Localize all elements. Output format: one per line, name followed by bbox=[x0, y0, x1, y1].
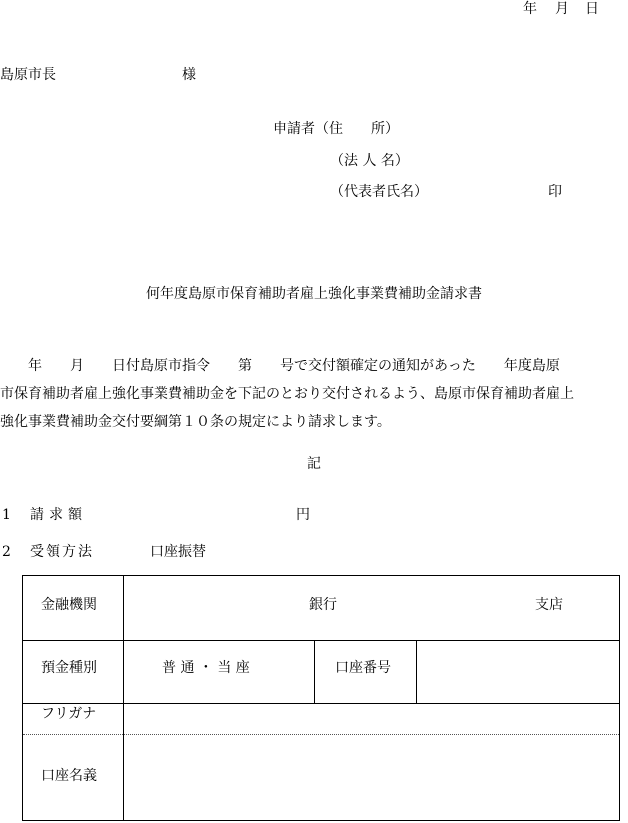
amount-label: 請求額 bbox=[30, 507, 87, 523]
table-column-divider bbox=[416, 640, 417, 703]
body-paragraph bbox=[0, 352, 628, 436]
account-name-label: 口座名義 bbox=[41, 768, 97, 784]
amount-unit: 円 bbox=[296, 507, 310, 523]
date-month: 月 bbox=[555, 1, 569, 17]
method-label: 受領方法 bbox=[30, 544, 94, 560]
applicant-corporation-label: （法 人 名） bbox=[330, 153, 409, 169]
table-row-divider bbox=[23, 703, 619, 704]
furigana-label: フリガナ bbox=[41, 706, 97, 722]
body-line-3: 強化事業費補助金交付要綱第１０条の規定により請求します。 bbox=[0, 414, 391, 430]
bank-account-table bbox=[22, 575, 620, 821]
applicant-address-label: 申請者（住 所） bbox=[273, 121, 399, 137]
deposit-type-options: 普 通 ・ 当 座 bbox=[162, 660, 250, 676]
table-dotted-divider bbox=[23, 734, 619, 735]
date-line bbox=[523, 2, 599, 16]
date-day: 日 bbox=[585, 1, 599, 17]
body-line-2: 市保育補助者雇上強化事業費補助金を下記のとおり交付されるよう、島原市保育補助者雇上 bbox=[0, 386, 574, 402]
seal-mark: 印 bbox=[548, 184, 562, 200]
bank-suffix: 銀行 bbox=[309, 597, 337, 613]
account-number-label: 口座番号 bbox=[335, 660, 391, 676]
applicant-representative-label: （代表者氏名） bbox=[330, 184, 428, 200]
table-column-divider bbox=[314, 640, 315, 703]
method-value: 口座振替 bbox=[150, 544, 206, 560]
addressee bbox=[0, 68, 196, 82]
bank-label: 金融機関 bbox=[41, 597, 97, 613]
addressee-honorific: 様 bbox=[182, 67, 196, 83]
deposit-type-label: 預金種別 bbox=[41, 660, 97, 676]
record-mark: 記 bbox=[307, 456, 321, 472]
table-column-divider bbox=[123, 576, 124, 820]
body-line-1: 年 月 日付島原市指令 第 号で交付額確定の通知があった 年度島原 bbox=[0, 358, 560, 374]
amount-item-number: 1 bbox=[2, 507, 11, 523]
document-title: 何年度島原市保育補助者雇上強化事業費補助金請求書 bbox=[146, 286, 482, 302]
method-item-number: 2 bbox=[2, 544, 11, 560]
branch-suffix: 支店 bbox=[535, 597, 563, 613]
addressee-name: 島原市長 bbox=[0, 67, 56, 83]
date-year: 年 bbox=[523, 1, 537, 17]
table-row-divider bbox=[23, 640, 619, 641]
